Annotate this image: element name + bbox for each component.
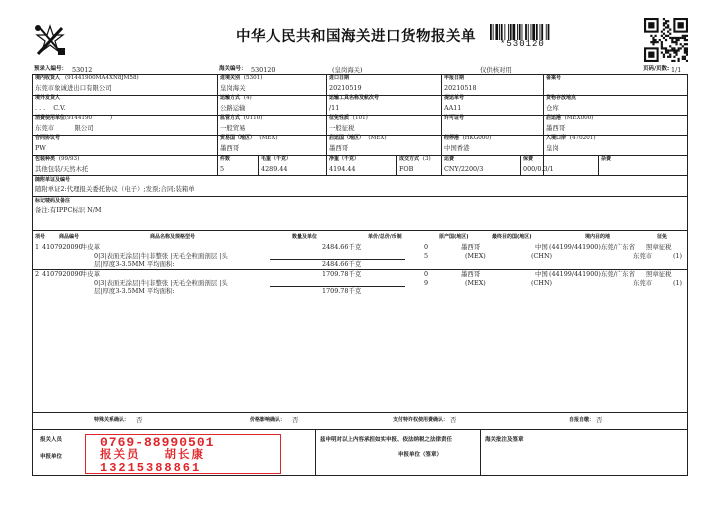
goods-1-levy: 照章征税 — [646, 270, 672, 278]
qr-module — [667, 49, 669, 51]
goods-0-domestic: (44199/441900)东莞/广东省 — [549, 243, 635, 251]
goods-header-dest: 最终目的国(地区) — [492, 234, 532, 240]
goods-1-price-a: 0 — [424, 270, 429, 278]
field-value-r3-c1: 墨西哥 — [220, 144, 240, 152]
goods-1-name: 牛皮革 — [81, 270, 101, 278]
goods-1-no: 2 — [35, 270, 40, 278]
qr-module — [686, 49, 688, 51]
qr-module — [661, 31, 663, 33]
field-code-r1-c1: (4) — [243, 94, 252, 101]
stamp-phone: 0769-88990501 — [100, 435, 215, 450]
qr-module — [652, 39, 654, 41]
qr-module — [671, 39, 673, 41]
goods-0-origin-code: (MEX) — [465, 252, 486, 260]
qr-module — [682, 56, 684, 58]
qr-module — [680, 37, 682, 39]
field-code-r2-c4: (MEX000) — [564, 114, 594, 121]
goods-1-domestic: (44199/441900)东莞/广东省 — [549, 270, 635, 278]
qr-module — [663, 28, 665, 30]
form-title: 中华人民共和国海关进口货物报关单 — [236, 29, 476, 45]
qr-module — [675, 39, 677, 41]
qr-module — [684, 52, 686, 54]
qr-module — [663, 22, 665, 24]
field-label-r2-c2: 征免性质 — [329, 115, 350, 121]
qr-module — [684, 58, 686, 60]
goods-1-qty2: 1709.78千克 — [322, 287, 362, 295]
field-label-r0-c1: 进境关别 — [220, 75, 241, 81]
qr-module — [675, 54, 677, 56]
field-code-r3-c3: (HKG000) — [462, 134, 492, 141]
barcode-bar — [525, 24, 527, 40]
qr-module — [686, 47, 688, 49]
goods-header-domestic: 境内目的地 — [585, 234, 611, 240]
declarant-label: 报关人员 — [40, 437, 63, 443]
qr-module — [667, 31, 669, 33]
qr-module — [682, 35, 684, 37]
goods-1-domestic2: 东莞市 — [633, 279, 653, 287]
goods-0-code: 4107920090 — [42, 243, 83, 251]
qr-module — [678, 60, 680, 62]
field-value-r0-c0: (91441900MA4XN8JM58) — [65, 75, 139, 81]
marks-value: 备注:有IPPC标识 N/M — [35, 206, 102, 214]
goods-0-levy: 照章征税 — [646, 243, 672, 251]
qr-module — [686, 60, 688, 62]
field-value-r3-c2: 墨西哥 — [329, 144, 349, 152]
goods-header-qty: 数量及单位 — [292, 234, 318, 240]
qr-finder — [648, 52, 654, 58]
pre-entry-label: 预录入编号： — [34, 66, 68, 72]
qr-module — [663, 54, 665, 56]
field-label-r1-c0: 境外发货人 — [35, 95, 61, 101]
stamp-mobile: 13215388861 — [100, 461, 202, 475]
goods-0-name: 牛皮革 — [81, 243, 101, 251]
confirm-royalty-label: 支付特许权使用费确认： — [393, 417, 449, 423]
qr-module — [675, 52, 677, 54]
pkg-value-0: 其他包装/天然木托 — [35, 165, 89, 173]
qr-module — [663, 18, 665, 20]
pkg-label-1: 件数 — [220, 156, 231, 162]
qr-module — [652, 41, 654, 43]
qr-module — [682, 58, 684, 60]
qr-module — [661, 45, 663, 47]
field-value-r2-c4: 墨西哥 — [546, 124, 566, 132]
barcode-bar — [528, 24, 529, 40]
goods-0-spec1: 0|3|表面无涂层|牛|非整张 |无毛全粒面剖层 |头 — [94, 252, 228, 260]
qr-module — [663, 37, 665, 39]
qr-module — [665, 20, 667, 22]
field-code-r3-c1: (MEX) — [259, 134, 278, 141]
qr-module — [678, 49, 680, 51]
pkg-label-6: 保费 — [523, 156, 534, 162]
field-label-r2-c0: 消费使用单位 — [35, 115, 66, 121]
barcode-bar — [508, 24, 509, 40]
qr-module — [678, 37, 680, 39]
barcode-bar — [501, 24, 503, 40]
goods-row-separator — [32, 269, 688, 270]
barcode-bar — [531, 24, 532, 40]
page-label: 页码/页数: — [643, 66, 670, 72]
field-label-r3-c0: 合同协议号 — [35, 135, 61, 141]
barcode-bar — [510, 24, 512, 40]
qr-module — [652, 43, 654, 45]
field-label-r3-c4: 入境口岸 — [546, 135, 567, 141]
qr-module — [663, 56, 665, 58]
field-label-r1-c2: 运输工具名称及航次号 — [329, 95, 380, 101]
barcode-bar — [517, 24, 518, 40]
field-value-r2-c2: 一般征税 — [329, 124, 355, 132]
field-value-r2-c0: (9144190 ) — [65, 115, 113, 121]
qr-module — [673, 56, 675, 58]
declaration-statement: 兹申明对以上内容承担如实申报、依法纳税之法律责任 — [320, 437, 453, 443]
pkg-label-0: 包装种类 — [35, 156, 56, 162]
pre-entry-value: 53012 — [72, 66, 93, 74]
qr-module — [654, 41, 656, 43]
qr-module — [678, 47, 680, 49]
qr-module — [665, 47, 667, 49]
qr-module — [669, 28, 671, 30]
qr-module — [675, 37, 677, 39]
field-value-r0-c3: 20210518 — [444, 84, 477, 92]
field-code-r0-c1: (5301) — [243, 74, 263, 81]
goods-1-price-b: 9 — [424, 279, 429, 287]
field-label-r0-c2: 进口日期 — [329, 75, 350, 81]
qr-module — [669, 54, 671, 56]
qr-module — [669, 49, 671, 51]
pkg-value-2: 4289.44 — [261, 165, 288, 173]
goods-0-dest: 中国 — [535, 243, 548, 251]
verify-note: 仅供核对用 — [480, 66, 512, 74]
goods-header-origin: 原产国(地区) — [439, 234, 469, 240]
declarant-unit-label: 申报单位 — [40, 454, 63, 460]
qr-module — [663, 33, 665, 35]
qr-module — [652, 37, 654, 39]
confirm-special-label: 特殊关系确认： — [94, 417, 130, 423]
qr-module — [650, 35, 652, 37]
qr-code — [644, 18, 688, 62]
serial-number: *530120 — [500, 39, 545, 49]
field-value-r2-c1: 一般贸易 — [220, 124, 246, 132]
qr-module — [665, 35, 667, 37]
field-value-r3-c0: PW — [35, 144, 46, 152]
field-label-r3-c1: 贸易国（地区） — [220, 135, 256, 141]
qr-module — [686, 43, 688, 45]
qr-module — [661, 43, 663, 45]
field-value2-r2-c0: 东莞市 限公司 — [35, 124, 94, 132]
qr-module — [671, 41, 673, 43]
goods-header-levy: 征免 — [657, 234, 668, 240]
confirm-price-value: 否 — [292, 416, 299, 424]
qr-module — [673, 47, 675, 49]
company-stamp — [85, 434, 281, 474]
field-label-r1-c3: 提运单号 — [444, 95, 465, 101]
barcode-bar — [490, 24, 492, 40]
qr-module — [661, 47, 663, 49]
qr-module — [678, 58, 680, 60]
qr-module — [686, 39, 688, 41]
qr-module — [661, 52, 663, 54]
field-value-r1-c2: /11 — [329, 104, 340, 112]
qr-module — [667, 52, 669, 54]
goods-0-origin: 墨西哥 — [461, 243, 481, 251]
pkg-label-5: 运费 — [444, 156, 455, 162]
qr-module — [663, 47, 665, 49]
customs-remark-label: 海关批注及签章 — [485, 437, 524, 443]
qr-module — [678, 39, 680, 41]
barcode-bar — [504, 24, 505, 40]
barcode-bar — [532, 24, 535, 40]
pkg-value-5: CNY/2200/3 — [444, 165, 484, 173]
barcode-bar — [522, 24, 523, 40]
qr-module — [665, 52, 667, 54]
qr-module — [667, 26, 669, 28]
confirm-royalty-value: 否 — [450, 416, 457, 424]
pkg-value-6: 000/0.3/1 — [523, 165, 554, 173]
goods-0-domestic2: 东莞市 — [633, 252, 653, 260]
qr-module — [686, 35, 688, 37]
confirm-special-value: 否 — [136, 416, 143, 424]
qr-module — [682, 45, 684, 47]
qr-module — [665, 49, 667, 51]
pkg-value-3: 4194.44 — [329, 165, 356, 173]
goods-1-spec2: 层|厚度3-3.5MM 平均面积: — [94, 287, 175, 295]
goods-1-spec1: 0|3|表面无涂层|牛|非整张 |无毛全粒面剖层 |头 — [94, 279, 228, 287]
qr-module — [665, 39, 667, 41]
pkg-code-4: (3) — [422, 155, 431, 162]
customs-emblem-icon — [30, 20, 70, 60]
pkg-value-4: FOB — [399, 165, 414, 173]
field-label-r3-c3: 经停港 — [444, 135, 460, 141]
qr-module — [684, 37, 686, 39]
qr-module — [675, 49, 677, 51]
goods-1-code: 4107920090 — [42, 270, 83, 278]
qr-module — [669, 33, 671, 35]
goods-qty-divider — [270, 286, 405, 287]
field-code-r2-c1: (0110) — [243, 114, 263, 121]
goods-0-no: 1 — [35, 243, 40, 251]
qr-module — [667, 35, 669, 37]
goods-0-dest-code: (CHN) — [531, 252, 553, 260]
goods-header-name: 商品名称及规格型号 — [150, 234, 196, 240]
qr-module — [671, 49, 673, 51]
goods-0-spec2: 层|厚度3-3.5MM 平均面积: — [94, 260, 175, 268]
field-label-r2-c1: 监管方式 — [220, 115, 241, 121]
barcode-bar — [548, 24, 550, 40]
qr-module — [654, 35, 656, 37]
pkg-label-2: 毛重（千克） — [261, 156, 292, 162]
confirm-self-label: 自报自缴： — [569, 417, 595, 423]
goods-1-origin: 墨西哥 — [461, 270, 481, 278]
goods-1-qty1: 1709.78千克 — [322, 270, 362, 278]
field-value-r3-c3: 中国香港 — [444, 144, 470, 152]
goods-0-qty1: 2484.66千克 — [322, 243, 362, 251]
qr-module — [684, 43, 686, 45]
qr-module — [669, 45, 671, 47]
barcode-bar — [513, 24, 516, 40]
qr-module — [657, 41, 659, 43]
qr-module — [673, 60, 675, 62]
field-code-r3-c2: (MEX) — [368, 134, 387, 141]
field-value-r1-c0: . . . C.V. — [35, 104, 66, 112]
field-label-r1-c4: 货物存放地点 — [546, 95, 577, 101]
barcode-bar — [536, 24, 538, 40]
qr-module — [684, 47, 686, 49]
confirm-price-label: 价格影响确认： — [250, 417, 286, 423]
qr-module — [663, 24, 665, 26]
field-value-r1-c4: 仓库 — [546, 104, 559, 112]
qr-module — [665, 22, 667, 24]
goods-0-price-b: 5 — [424, 252, 429, 260]
qr-module — [671, 60, 673, 62]
qr-module — [671, 37, 673, 39]
qr-module — [686, 54, 688, 56]
qr-module — [667, 56, 669, 58]
pkg-label-4: 成交方式 — [399, 156, 420, 162]
qr-module — [667, 24, 669, 26]
field-label-r0-c0: 境内收货人 — [35, 75, 61, 81]
field-value-r3-c4: 皇岗 — [546, 144, 559, 152]
qr-module — [675, 43, 677, 45]
goods-header-code: 商品编号 — [59, 234, 80, 240]
qr-module — [684, 35, 686, 37]
qr-module — [671, 47, 673, 49]
goods-0-qty2: 2484.66千克 — [322, 260, 362, 268]
qr-module — [673, 49, 675, 51]
stamp-declarant: 报关员 胡长康 — [100, 447, 206, 461]
qr-module — [669, 56, 671, 58]
qr-module — [680, 47, 682, 49]
barcode-bar — [495, 24, 498, 40]
qr-module — [684, 39, 686, 41]
field-code-r2-c2: (101) — [352, 114, 368, 121]
attached-docs-value: 随附单证2:代理报关委托协议（电子）;发票;合同;装箱单 — [35, 185, 195, 193]
customs-office: (皇岗海关) — [332, 66, 363, 74]
field-label-r0-c4: 备案号 — [546, 75, 562, 81]
attached-docs-label: 随附单证及编号 — [35, 177, 71, 183]
page-value: 1/1 — [671, 66, 682, 74]
goods-1-levy-code: (1) — [673, 279, 683, 287]
qr-module — [682, 37, 684, 39]
goods-1-dest-code: (CHN) — [531, 279, 553, 287]
qr-module — [684, 49, 686, 51]
goods-header-no: 项号 — [35, 234, 46, 240]
field-value-r1-c1: 公路运输 — [220, 104, 246, 112]
qr-module — [684, 56, 686, 58]
field-label-r0-c3: 申报日期 — [444, 75, 465, 81]
goods-1-dest: 中国 — [535, 270, 548, 278]
field-label-r1-c1: 运输方式 — [220, 95, 241, 101]
qr-module — [686, 52, 688, 54]
barcode-bar — [499, 24, 500, 40]
goods-0-price-a: 0 — [424, 243, 429, 251]
field-label-r2-c3: 许可证号 — [444, 115, 465, 121]
qr-module — [661, 41, 663, 43]
goods-1-origin-code: (MEX) — [465, 279, 486, 287]
barcode-bar — [541, 24, 543, 40]
qr-module — [654, 39, 656, 41]
qr-module — [673, 52, 675, 54]
field-label-r2-c4: 启运港 — [546, 115, 562, 121]
field-value-r1-c3: AA11 — [444, 104, 462, 112]
qr-module — [665, 26, 667, 28]
customs-no-label: 海关编号： — [219, 66, 247, 72]
qr-module — [673, 37, 675, 39]
goods-0-levy-code: (1) — [673, 252, 683, 260]
barcode-bar — [546, 24, 547, 40]
field-value-r0-c2: 20210519 — [329, 84, 362, 92]
qr-finder — [678, 22, 684, 28]
qr-module — [673, 41, 675, 43]
goods-header-price: 单价/总价/币制 — [368, 234, 402, 240]
qr-finder — [648, 22, 654, 28]
marks-label: 标记唛码及备注 — [35, 198, 71, 204]
qr-module — [680, 43, 682, 45]
barcode-bar — [493, 24, 494, 40]
pkg-label-3: 净重（千克） — [329, 156, 360, 162]
field-value2-r0-c0: 东莞市象诚进出口有限公司 — [35, 84, 112, 92]
qr-module — [675, 41, 677, 43]
pkg-label-7: 杂费 — [601, 156, 612, 162]
qr-module — [669, 37, 671, 39]
qr-module — [650, 41, 652, 43]
qr-module — [661, 35, 663, 37]
field-label-r3-c2: 启运国（地区） — [329, 135, 365, 141]
field-value-r0-c1: 皇岗海关 — [220, 84, 246, 92]
barcode-bar — [540, 24, 541, 40]
barcode-bar — [519, 24, 521, 40]
pkg-code-0: (99/93) — [58, 155, 80, 162]
pkg-value-1: 5 — [220, 165, 225, 173]
confirm-self-value: 否 — [596, 416, 603, 424]
sign-label: 申报单位（签章） — [398, 452, 443, 458]
qr-module — [659, 39, 661, 41]
qr-module — [667, 20, 669, 22]
customs-no-value: 530120 — [251, 66, 276, 74]
field-code-r3-c4: (470201) — [569, 134, 596, 141]
goods-qty-divider — [270, 259, 405, 260]
